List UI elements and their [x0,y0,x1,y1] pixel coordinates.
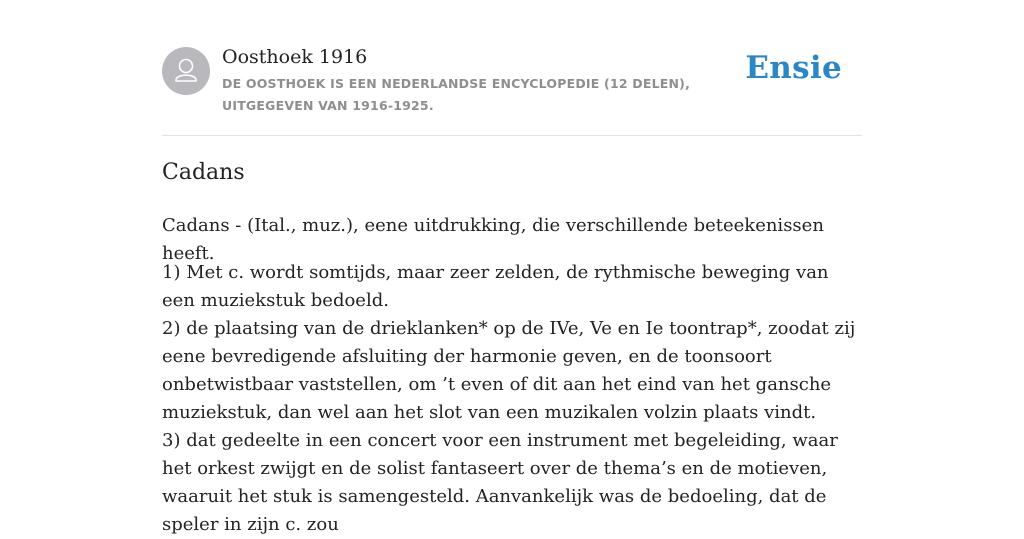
article-point-3: 3) dat gedeelte in een concert voor een instrument met begeleiding, waar het orkest zwijgt en de solist fantaseert over de thema’s en de motieven, waaruit het stuk is samengesteld. Aanvankelijk was de bedoeling, dat de speler in zijn c. zou [162,430,838,535]
avatar-graphic [162,47,210,95]
user-avatar-icon[interactable] [162,47,210,95]
article-title: Cadans [162,160,245,185]
source-title[interactable]: Oosthoek 1916 [222,46,368,68]
source-description: DE OOSTHOEK IS EEN NEDERLANDSE ENCYCLOPEDIE (12 DELEN), UITGEGEVEN VAN 1916-1925. [222,76,691,113]
page [162,0,862,535]
article-lead: Cadans - (Ital., muz.), eene uitdrukking, die verschillende beteekenissen heeft. [162,215,824,264]
article-point-2: 2) de plaatsing van de drieklanken* op de IVe, Ve en Ie toontrap*, zoodat zij eene bevredigende afsluiting der harmonie geven, en de toonsoort onbetwistbaar vaststellen, om ’t even of dit aan het eind van het gansche muziekstuk, dan wel aan het slot van een muzikalen volzin plaats vindt. [162,318,856,423]
ensie-logo[interactable]: Ensie [745,50,842,86]
source-header [162,0,862,136]
article-body [162,259,862,539]
article-point-1: 1) Met c. wordt somtijds, maar zeer zelden, de rythmische beweging van een muziekstuk bedoeld. [162,262,829,311]
